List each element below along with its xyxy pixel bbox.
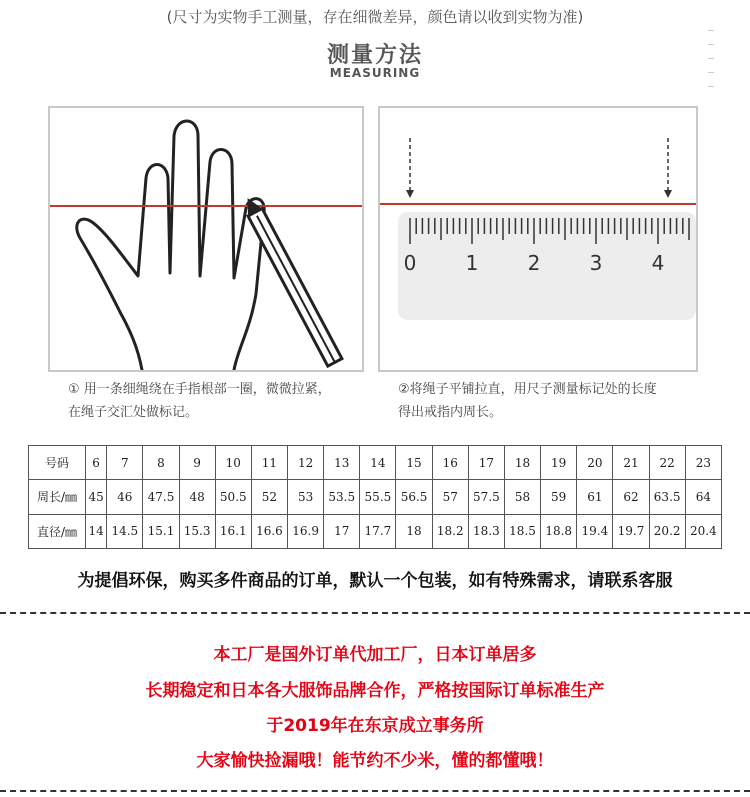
size-cell: 9 xyxy=(179,446,215,480)
promo-line: 本工厂是国外订单代加工厂，日本订单居多 xyxy=(213,645,537,665)
diameter-cell: 16.6 xyxy=(251,514,287,548)
diameter-cell: 18.5 xyxy=(504,514,540,548)
diameter-cell: 18.8 xyxy=(541,514,577,548)
size-cell: 22 xyxy=(649,446,685,480)
ruler-label: 2 xyxy=(527,251,541,275)
dashed-divider xyxy=(0,612,750,614)
row-header: 直径/㎜ xyxy=(29,514,86,548)
circumference-cell: 62 xyxy=(613,480,649,514)
ruler-illustration xyxy=(380,108,696,370)
circumference-cell: 50.5 xyxy=(215,480,251,514)
size-cell: 11 xyxy=(251,446,287,480)
diameter-cell: 18 xyxy=(396,514,432,548)
circumference-cell: 47.5 xyxy=(143,480,179,514)
marker-arrows xyxy=(410,138,668,190)
circumference-cell: 56.5 xyxy=(396,480,432,514)
diameter-cell: 19.4 xyxy=(577,514,613,548)
row-header: 号码 xyxy=(29,446,86,480)
circumference-cell: 61 xyxy=(577,480,613,514)
circumference-cell: 45 xyxy=(86,480,107,514)
arrow-down-icon xyxy=(664,190,672,198)
step-1-caption xyxy=(68,378,368,424)
ruler-label: 0 xyxy=(403,251,417,275)
size-cell: 20 xyxy=(577,446,613,480)
step-2-caption xyxy=(398,378,718,424)
size-cell: 7 xyxy=(107,446,143,480)
size-cell: 14 xyxy=(360,446,396,480)
circumference-row xyxy=(29,480,722,514)
packaging-notice: 为提倡环保，购买多件商品的订单，默认一个包装，如有特殊需求，请联系客服 xyxy=(77,571,673,591)
diameter-cell: 20.2 xyxy=(649,514,685,548)
circumference-cell: 57.5 xyxy=(468,480,504,514)
dashed-divider xyxy=(0,790,750,792)
top-note: (尺寸为实物手工测量，存在细微差异，颜色请以收到实物为准) xyxy=(166,8,584,26)
circumference-cell: 53.5 xyxy=(324,480,360,514)
page-subtitle: MEASURING xyxy=(329,66,421,80)
ruler-label: 3 xyxy=(589,251,603,275)
step-1-line-2: 在绳子交汇处做标记。 xyxy=(68,405,199,420)
side-tick xyxy=(708,30,714,31)
diameter-cell: 18.2 xyxy=(432,514,468,548)
arrow-down-icon xyxy=(406,190,414,198)
size-cell: 18 xyxy=(504,446,540,480)
side-tick xyxy=(708,58,714,59)
step-2-line-2: 得出戒指内周长。 xyxy=(398,405,503,420)
circumference-cell: 63.5 xyxy=(649,480,685,514)
promo-line: 大家愉快捡漏哦！能节约不少米，懂的都懂哦！ xyxy=(196,751,554,771)
circumference-cell: 53 xyxy=(288,480,324,514)
ring-size-table xyxy=(28,445,722,549)
diameter-cell: 18.3 xyxy=(468,514,504,548)
diameter-cell: 20.4 xyxy=(685,514,721,548)
diameter-cell: 19.7 xyxy=(613,514,649,548)
hand-illustration-panel xyxy=(48,106,364,372)
size-cell: 23 xyxy=(685,446,721,480)
promo-line: 于2019年在东京成立事务所 xyxy=(266,716,484,736)
size-cell: 15 xyxy=(396,446,432,480)
row-header: 周长/㎜ xyxy=(29,480,86,514)
diameter-cell: 15.1 xyxy=(143,514,179,548)
ruler-illustration-panel xyxy=(378,106,698,372)
size-cell: 19 xyxy=(541,446,577,480)
side-tick xyxy=(708,72,714,73)
step-1-line-1: ① 用一条细绳绕在手指根部一圈，微微拉紧， xyxy=(68,382,331,397)
step-2-line-1: ②将绳子平铺拉直，用尺子测量标记处的长度 xyxy=(398,382,657,397)
size-cell: 17 xyxy=(468,446,504,480)
circumference-cell: 55.5 xyxy=(360,480,396,514)
circumference-cell: 46 xyxy=(107,480,143,514)
size-cell: 10 xyxy=(215,446,251,480)
circumference-cell: 57 xyxy=(432,480,468,514)
size-cell: 16 xyxy=(432,446,468,480)
pencil-icon xyxy=(240,194,341,366)
circumference-cell: 52 xyxy=(251,480,287,514)
size-row xyxy=(29,446,722,480)
page-title: 测量方法 xyxy=(326,43,423,68)
diameter-cell: 16.9 xyxy=(288,514,324,548)
size-cell: 12 xyxy=(288,446,324,480)
side-tick xyxy=(708,86,714,87)
diameter-row xyxy=(29,514,722,548)
size-cell: 6 xyxy=(86,446,107,480)
circumference-cell: 48 xyxy=(179,480,215,514)
diameter-cell: 14 xyxy=(86,514,107,548)
diameter-cell: 16.1 xyxy=(215,514,251,548)
size-cell: 8 xyxy=(143,446,179,480)
size-cell: 21 xyxy=(613,446,649,480)
side-tick xyxy=(708,44,714,45)
hand-with-string-illustration xyxy=(50,108,362,370)
ruler-label: 1 xyxy=(465,251,479,275)
diameter-cell: 17 xyxy=(324,514,360,548)
diameter-cell: 17.7 xyxy=(360,514,396,548)
circumference-cell: 59 xyxy=(541,480,577,514)
size-cell: 13 xyxy=(324,446,360,480)
ruler-label: 4 xyxy=(651,251,665,275)
circumference-cell: 58 xyxy=(504,480,540,514)
diameter-cell: 15.3 xyxy=(179,514,215,548)
promo-line: 长期稳定和日本各大服饰品牌合作，严格按国际订单标准生产 xyxy=(145,681,605,701)
diameter-cell: 14.5 xyxy=(107,514,143,548)
circumference-cell: 64 xyxy=(685,480,721,514)
